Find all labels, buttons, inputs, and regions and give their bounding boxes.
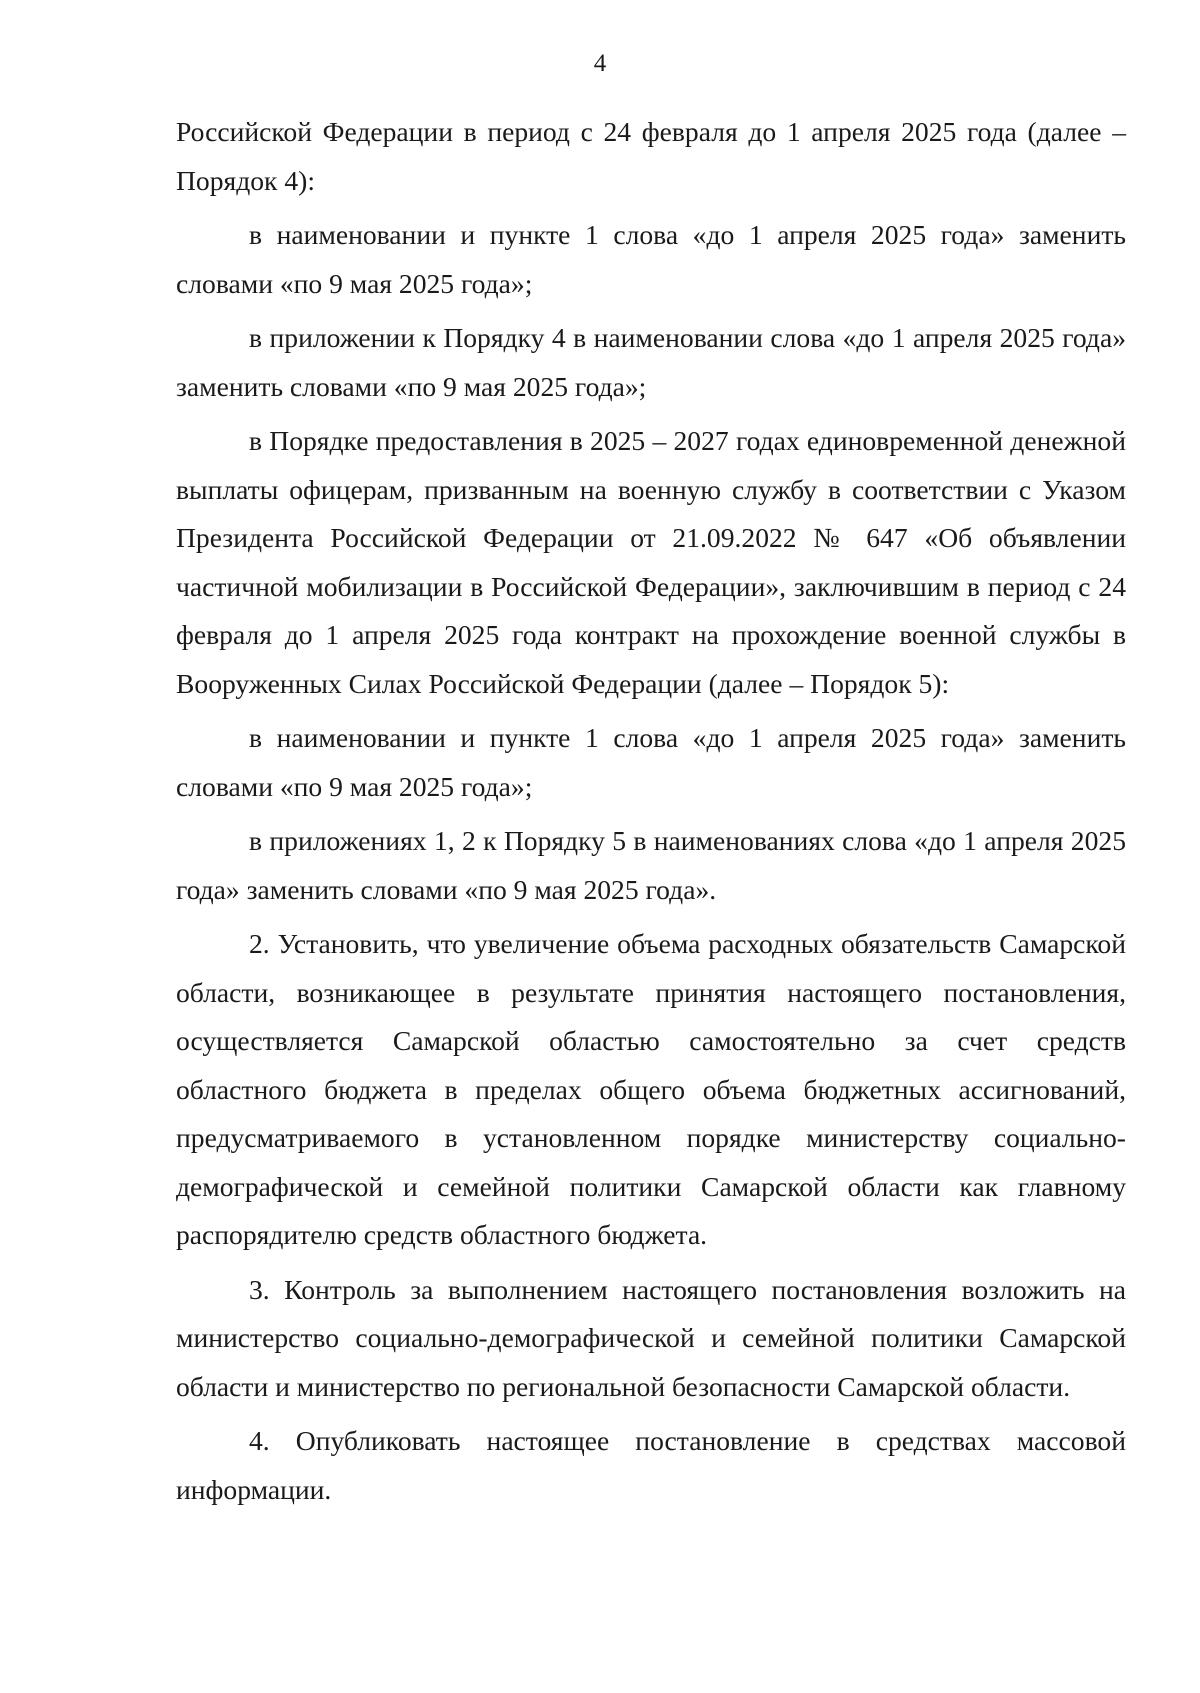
- paragraph-order-5-appendix-amendment: в приложениях 1, 2 к Порядку 5 в наименованиях слова «до 1 апреля 2025 года» заменить словами «по 9 мая 2025 года».: [176, 825, 1126, 905]
- paragraph-item-4: 4. Опубликовать настоящее постановление в средствах массовой информации.: [176, 1425, 1126, 1505]
- paragraph-order-4-name-amendment: в наименовании и пункте 1 слова «до 1 апреля 2025 года» заменить словами «по 9 мая 2025 года»;: [176, 219, 1126, 299]
- paragraph-order-5-intro: в Порядке предоставления в 2025 – 2027 годах единовременной денежной выплаты офицерам, призванным на военную службу в соответствии с Указом Президента Российской Федерации от 21.09.2022 № 647 «Об объявлении частичной мобилизации в Российской Федерации», заключившим в период с 24 февраля до 1 апреля 2025 года контракт на прохождение военной службы в Вооруженных Силах Российской Федерации (далее – Порядок 5):: [176, 425, 1126, 699]
- page-number: 4: [593, 50, 607, 77]
- document-body: [176, 108, 1126, 1514]
- paragraph-order-4-appendix-amendment: в приложении к Порядку 4 в наименовании слова «до 1 апреля 2025 года» заменить словами «по 9 мая 2025 года»;: [176, 322, 1126, 402]
- paragraph-order-4-continuation: Российской Федерации в период с 24 февраля до 1 апреля 2025 года (далее – Порядок 4):: [176, 116, 1126, 196]
- paragraph-order-5-name-amendment: в наименовании и пункте 1 слова «до 1 апреля 2025 года» заменить словами «по 9 мая 2025 года»;: [176, 722, 1126, 802]
- paragraph-item-2: 2. Установить, что увеличение объема расходных обязательств Самарской области, возникающее в результате принятия настоящего постановления, осуществляется Самарской областью самостоятельно за счет средств областного бюджета в пределах общего объема бюджетных ассигнований, предусматриваемого в установленном порядке министерству социально-демографической и семейной политики Самарской области как главному распорядителю средств областного бюджета.: [176, 928, 1126, 1250]
- paragraph-item-3: 3. Контроль за выполнением настоящего постановления возложить на министерство социально-демографической и семейной политики Самарской области и министерство по региональной безопасности Самарской области.: [176, 1273, 1126, 1402]
